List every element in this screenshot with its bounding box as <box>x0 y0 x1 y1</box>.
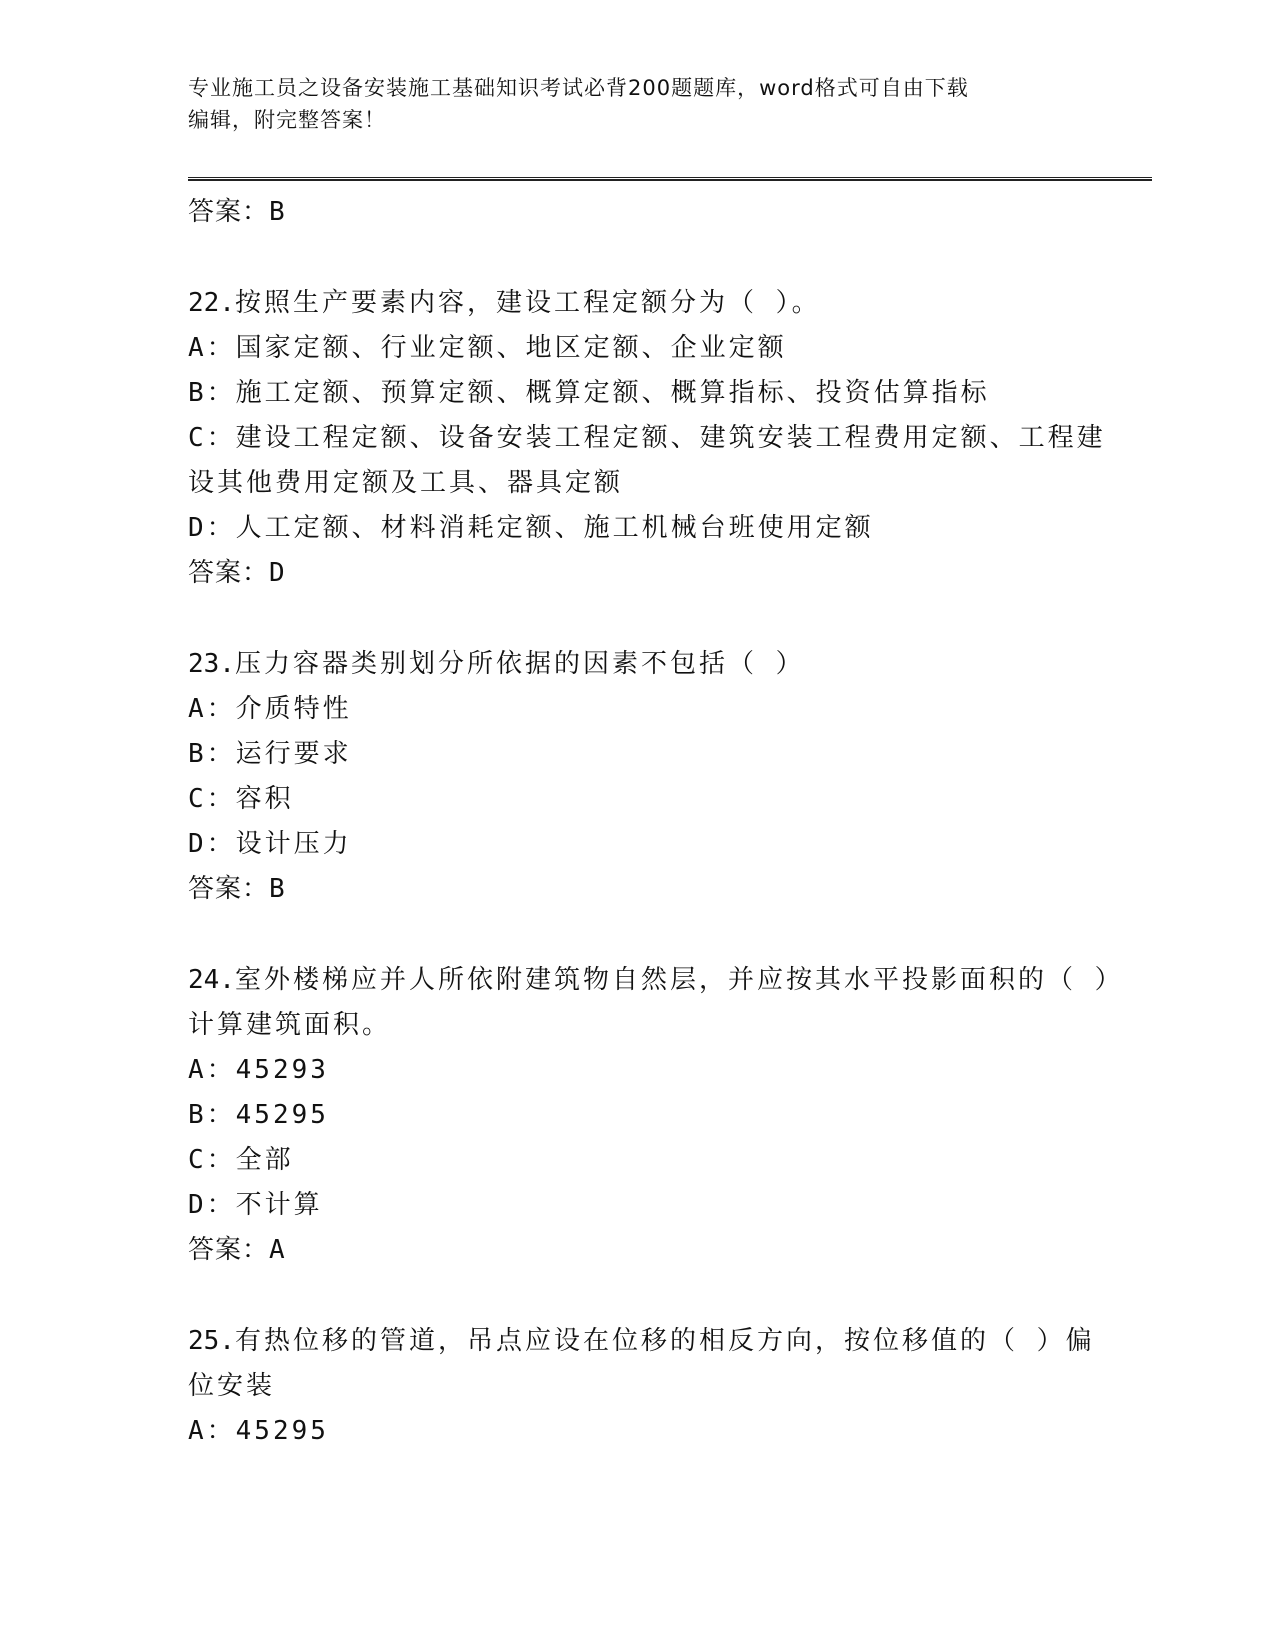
option-text: 设计压力 <box>235 829 352 859</box>
answer-label: 答案： <box>188 558 270 588</box>
option-text: 施工定额、预算定额、概算定额、概算指标、投资估算指标 <box>235 378 990 408</box>
question-22 <box>188 281 1118 596</box>
previous-answer <box>188 190 1118 235</box>
option-label: D： <box>188 1190 236 1220</box>
option-label: C： <box>188 784 236 814</box>
question-stem <box>188 642 1118 687</box>
answer-label: 答案： <box>188 1235 270 1265</box>
option-a <box>188 1048 1118 1093</box>
option-text: 容积 <box>235 784 294 814</box>
option-d <box>188 822 1118 867</box>
option-b <box>188 732 1118 777</box>
option-label: A： <box>188 1055 236 1085</box>
option-a <box>188 1409 1118 1454</box>
question-24 <box>188 958 1118 1273</box>
option-c <box>188 1138 1118 1183</box>
document-content <box>188 190 1118 1454</box>
question-text: 压力容器类别划分所依据的因素不包括（ ） <box>234 649 805 679</box>
option-label: A： <box>188 333 236 363</box>
option-text: 全部 <box>235 1145 294 1175</box>
question-number: 24. <box>188 965 235 995</box>
answer-value: D <box>269 558 286 588</box>
header-divider <box>188 177 1152 181</box>
option-label: B： <box>188 739 236 769</box>
option-d <box>188 1183 1118 1228</box>
option-label: C： <box>188 423 236 453</box>
option-label: C： <box>188 1145 236 1175</box>
option-b <box>188 371 1118 416</box>
question-answer <box>188 867 1118 912</box>
question-answer <box>188 551 1118 596</box>
question-stem <box>188 958 1118 1048</box>
option-a <box>188 687 1118 732</box>
answer-value: B <box>269 197 286 227</box>
option-d <box>188 506 1118 551</box>
question-number: 25. <box>188 1326 235 1356</box>
option-text: 不计算 <box>235 1190 323 1220</box>
option-label: A： <box>188 694 236 724</box>
document-header <box>188 72 1068 136</box>
answer-label: 答案： <box>188 874 270 904</box>
answer-value: A <box>269 1235 286 1265</box>
option-text: 人工定额、材料消耗定额、施工机械台班使用定额 <box>235 513 874 543</box>
option-label: B： <box>188 378 236 408</box>
question-text: 有热位移的管道，吊点应设在位移的相反方向，按位移值的（ ）偏位安装 <box>188 1326 1095 1401</box>
option-label: B： <box>188 1100 236 1130</box>
question-number: 23. <box>188 649 235 679</box>
answer-value: B <box>269 874 286 904</box>
option-b <box>188 1093 1118 1138</box>
answer-label: 答案： <box>188 197 270 227</box>
option-text: 45295 <box>235 1416 329 1446</box>
option-text: 45293 <box>235 1055 329 1085</box>
question-25 <box>188 1319 1118 1454</box>
option-label: D： <box>188 513 236 543</box>
header-line-1: 专业施工员之设备安装施工基础知识考试必背200题题库，word格式可自由下载 <box>188 76 969 100</box>
option-c <box>188 777 1118 822</box>
option-text: 国家定额、行业定额、地区定额、企业定额 <box>235 333 787 363</box>
option-text: 建设工程定额、设备安装工程定额、建筑安装工程费用定额、工程建设其他费用定额及工具、器具定额 <box>188 423 1106 498</box>
header-line-2: 编辑，附完整答案！ <box>188 108 386 132</box>
option-text: 45295 <box>235 1100 329 1130</box>
option-label: D： <box>188 829 236 859</box>
option-text: 介质特性 <box>235 694 352 724</box>
question-stem <box>188 281 1118 326</box>
option-label: A： <box>188 1416 236 1446</box>
question-answer <box>188 1228 1118 1273</box>
question-text: 室外楼梯应并人所依附建筑物自然层，并应按其水平投影面积的（ ）计算建筑面积。 <box>188 965 1111 1040</box>
option-c <box>188 416 1118 506</box>
question-23 <box>188 642 1118 912</box>
option-a <box>188 326 1118 371</box>
question-stem <box>188 1319 1118 1409</box>
question-number: 22. <box>188 288 235 318</box>
question-text: 按照生产要素内容，建设工程定额分为（ ）。 <box>234 288 821 318</box>
option-text: 运行要求 <box>235 739 352 769</box>
